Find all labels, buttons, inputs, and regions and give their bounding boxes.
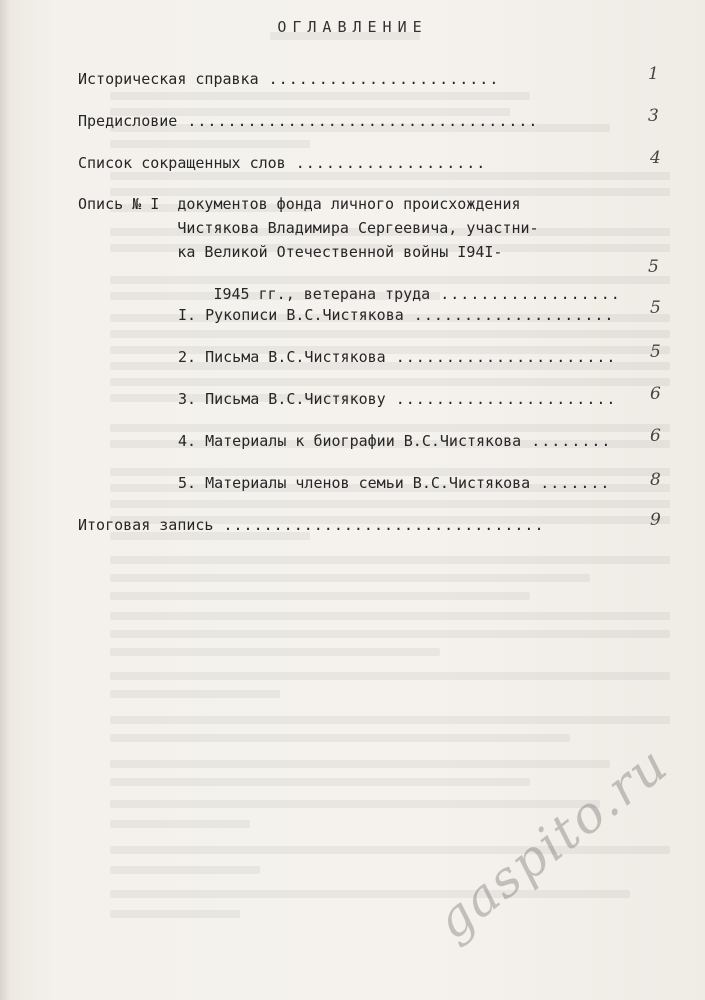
toc-leader: ..................	[430, 285, 621, 303]
bleed-through-line	[110, 330, 670, 338]
toc-entry-line: ка Великой Отечественной войны I94I-	[78, 243, 503, 261]
bleed-through-line	[110, 140, 310, 148]
bleed-through-line	[110, 760, 610, 768]
toc-page-number: 9	[650, 510, 661, 530]
document-title: ОГЛАВЛЕНИЕ	[277, 18, 428, 36]
toc-leader: ...................	[285, 154, 487, 172]
toc-page-number: 6	[650, 384, 661, 404]
toc-page-number: 4	[650, 148, 661, 168]
bleed-through-line	[110, 734, 570, 742]
bleed-through-line	[110, 866, 260, 874]
toc-entry-label: Итоговая запись	[78, 516, 214, 534]
toc-leader: ......................	[385, 348, 617, 366]
bleed-through-line	[110, 800, 600, 808]
toc-leader: ......................	[385, 390, 617, 408]
toc-leader: ........	[521, 432, 612, 450]
watermark: gaspito.ru	[425, 734, 679, 951]
toc-entry-label: Список сокращенных слов	[78, 154, 286, 172]
bleed-through-line	[110, 890, 630, 898]
bleed-through-line	[110, 630, 670, 638]
bleed-through-line	[110, 778, 530, 786]
toc-entry-label: I. Рукописи В.С.Чистякова	[178, 306, 404, 324]
toc-entry	[78, 112, 538, 130]
toc-page-number: 5	[648, 257, 659, 277]
toc-page-number: 5	[650, 298, 661, 318]
toc-subentry	[178, 432, 611, 450]
bleed-through-line	[110, 574, 590, 582]
toc-page-number: 1	[648, 64, 659, 84]
toc-page-number: 5	[650, 342, 661, 362]
paper-edge	[0, 0, 10, 1000]
toc-page-number: 6	[650, 426, 661, 446]
toc-entry-label: Историческая справка	[78, 70, 259, 88]
toc-entry-line: Опись № I документов фонда личного происхождения	[78, 195, 521, 213]
toc-leader: ................................	[213, 516, 545, 534]
toc-entry-label: 3. Письма В.С.Чистякову	[178, 390, 386, 408]
toc-leader: ...................................	[177, 112, 539, 130]
toc-entry-line: Чистякова Владимира Сергеевича, участни-	[78, 219, 539, 237]
bleed-through-line	[110, 690, 280, 698]
bleed-through-line	[110, 612, 670, 620]
bleed-through-line	[110, 716, 670, 724]
bleed-through-line	[110, 592, 530, 600]
toc-entry-label: 5. Материалы членов семьи В.С.Чистякова	[178, 474, 531, 492]
toc-page-number: 8	[650, 470, 661, 490]
bleed-through-line	[110, 556, 670, 564]
toc-subentry	[178, 348, 616, 366]
toc-leader: ....................	[403, 306, 615, 324]
toc-subentry	[178, 474, 610, 492]
toc-subentry	[178, 390, 616, 408]
toc-entry	[78, 516, 544, 534]
toc-page-number: 3	[648, 106, 659, 126]
bleed-through-line	[110, 424, 670, 432]
bleed-through-line	[110, 500, 670, 508]
toc-entry-label: 2. Письма В.С.Чистякова	[178, 348, 386, 366]
bleed-through-line	[110, 820, 250, 828]
bleed-through-line	[110, 378, 670, 386]
toc-entry-label: 4. Материалы к биографии В.С.Чистякова	[178, 432, 522, 450]
bleed-through-line	[110, 648, 440, 656]
toc-leader: .......................	[258, 70, 500, 88]
toc-leader: .......	[530, 474, 611, 492]
toc-entry	[78, 154, 486, 172]
bleed-through-line	[110, 910, 240, 918]
toc-entry	[78, 70, 499, 88]
bleed-through-line	[110, 92, 530, 100]
toc-entry-label: Предисловие	[78, 112, 178, 130]
toc-subentry	[178, 306, 614, 324]
toc-entry-line: I945 гг., ветерана труда	[114, 285, 431, 303]
bleed-through-line	[110, 672, 670, 680]
bleed-through-line	[110, 172, 670, 180]
